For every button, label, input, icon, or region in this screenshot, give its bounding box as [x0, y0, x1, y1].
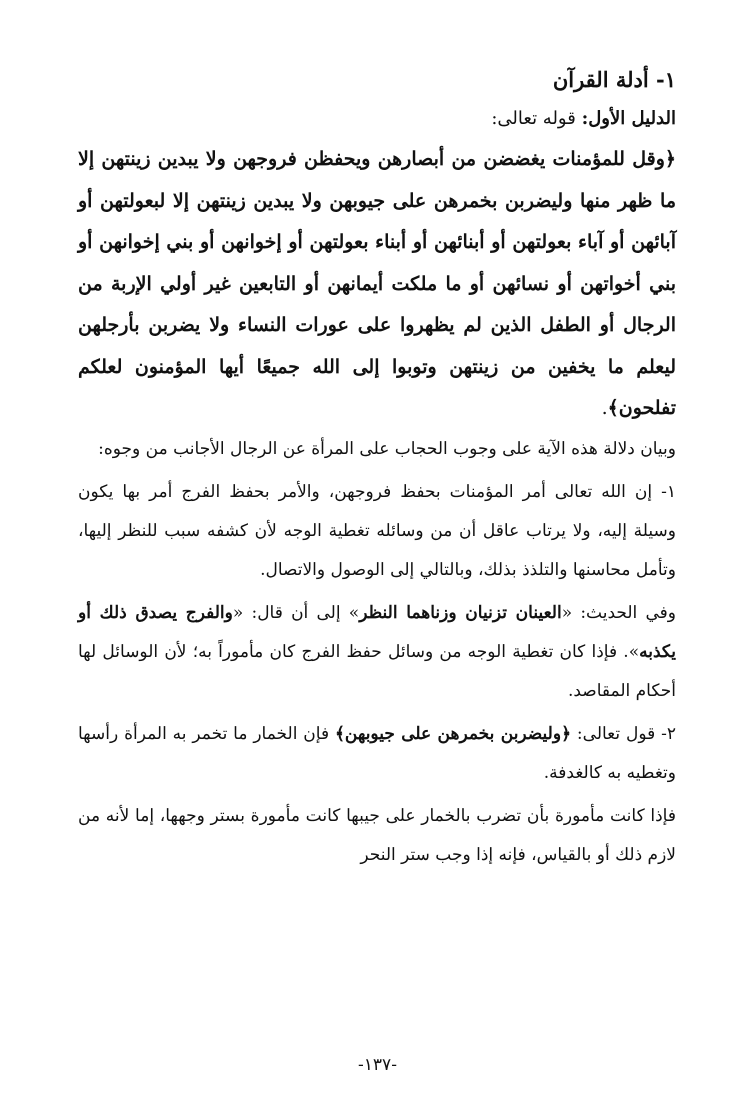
- hadith-intro: وفي الحديث: «: [561, 602, 676, 623]
- hadith-quote-2: والفرج يصدق ذلك أو يكذبه: [78, 602, 676, 662]
- first-evidence-line: [78, 98, 676, 139]
- point-one-paragraph: ١- إن الله تعالى أمر المؤمنات بحفظ فروجهن، والأمر بحفظ الفرج أمر بها يكون وسيلة إليه، ولا يرتاب عاقل أن من وسائله تغطية الوجه لأن كشفه سبب للنظر إليها، وتأمل محاسنها والتلذذ بذلك، وبالتالي إلى الوصول والاتصال.: [78, 481, 676, 580]
- hadith-quote-1: العينان تزنيان وزناهما النظر: [359, 602, 562, 623]
- book-page: [78, 62, 676, 875]
- point-two-paragraph: [78, 715, 676, 793]
- point-two-intro: ٢- قول تعالى:: [571, 723, 676, 744]
- verse-end: .: [601, 397, 608, 419]
- quran-verse: [78, 139, 676, 430]
- hadith-middle: » إلى أن قال: «: [232, 602, 360, 623]
- point-two-quote: ﴿وليضربن بخمرهن على جيوبهن﴾: [334, 723, 572, 744]
- explanation-paragraph: وبيان دلالة هذه الآية على وجوب الحجاب على المرأة عن الرجال الأجانب من وجوه:: [98, 438, 676, 459]
- hadith-rest: ». فإذا كان تغطية الوجه من وسائل حفظ الفرج كان مأموراً به؛ لأن الوسائل لها أحكام المقاصد.: [78, 641, 676, 701]
- page-number: -١٣٧-: [358, 1055, 397, 1075]
- point-two-rest: فإن الخمار ما تخمر به المرأة رأسها وتغطيه به كالغدفة.: [78, 723, 676, 783]
- first-evidence-intro: قوله تعالى:: [491, 108, 582, 129]
- section-heading: ١- أدلة القرآن: [552, 67, 676, 92]
- final-paragraph: فإذا كانت مأمورة بأن تضرب بالخمار على جيبها كانت مأمورة بستر وجهها، إما لأنه من لازم ذلك أو بالقياس، فإنه إذا وجب ستر النحر: [78, 805, 676, 865]
- hadith-paragraph: [78, 594, 676, 711]
- verse-text: ﴿وقل للمؤمنات يغضضن من أبصارهن ويحفظن فروجهن ولا يبدين زينتهن إلا ما ظهر منها وليضربن بخمرهن على جيوبهن ولا يبدين زينتهن إلا لبعولتهن أو آبائهن أو آباء بعولتهن أو أبنائهن أو أبناء بعولتهن أو إخوانهن أو بني إخوانهن أو بني أخواتهن أو نسائهن أو ما ملكت أيمانهن أو التابعين غير أولي الإربة من الرجال أو الطفل الذين لم يظهروا على عورات النساء ولا يضربن بأرجلهن ليعلم ما يخفين من زينتهن وتوبوا إلى الله جميعًا أيها المؤمنون لعلكم تفلحون﴾: [78, 148, 676, 419]
- first-evidence-label: الدليل الأول:: [581, 108, 676, 129]
